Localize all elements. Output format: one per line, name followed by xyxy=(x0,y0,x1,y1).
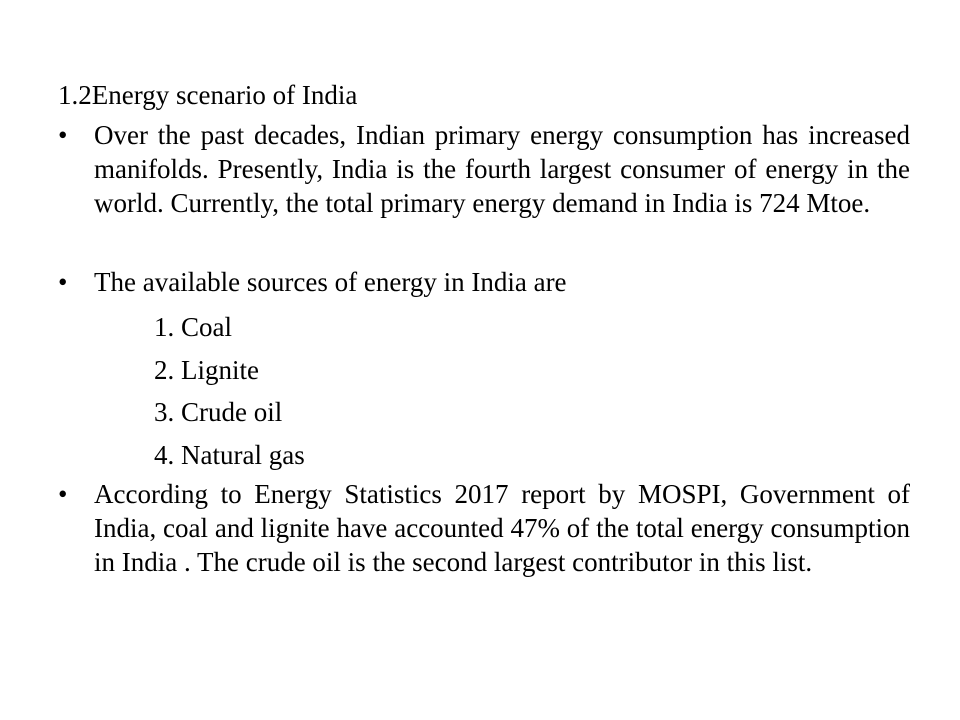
slide-heading: 1.2Energy scenario of India xyxy=(58,80,358,110)
bullet-text: The available sources of energy in India are xyxy=(94,267,567,297)
list-item: 4. Natural gas xyxy=(154,439,305,470)
bullet-item-statistics xyxy=(58,477,910,617)
bullet-text: According to Energy Statistics 2017 report by MOSPI, Government of India, coal and lignite have accounted 47% of the total energy consumption in India . The crude oil is the second largest contributor in this list. xyxy=(94,479,910,577)
bullet-item-consumption xyxy=(58,118,910,258)
bullet-icon: • xyxy=(58,267,68,297)
bullet-item-sources xyxy=(58,265,910,301)
energy-sources-list xyxy=(154,306,305,476)
list-item: 1. Coal xyxy=(154,312,232,342)
bullet-text: Over the past decades, Indian primary energy consumption has increased manifolds. Presently, India is the fourth largest consumer of energy in the world. Currently, the total primary energy demand in India is 724 Mtoe. xyxy=(94,120,910,218)
list-item: 2. Lignite xyxy=(154,354,259,385)
bullet-icon: • xyxy=(58,120,68,150)
list-item: 3. Crude oil xyxy=(154,397,283,427)
bullet-icon: • xyxy=(58,479,68,509)
